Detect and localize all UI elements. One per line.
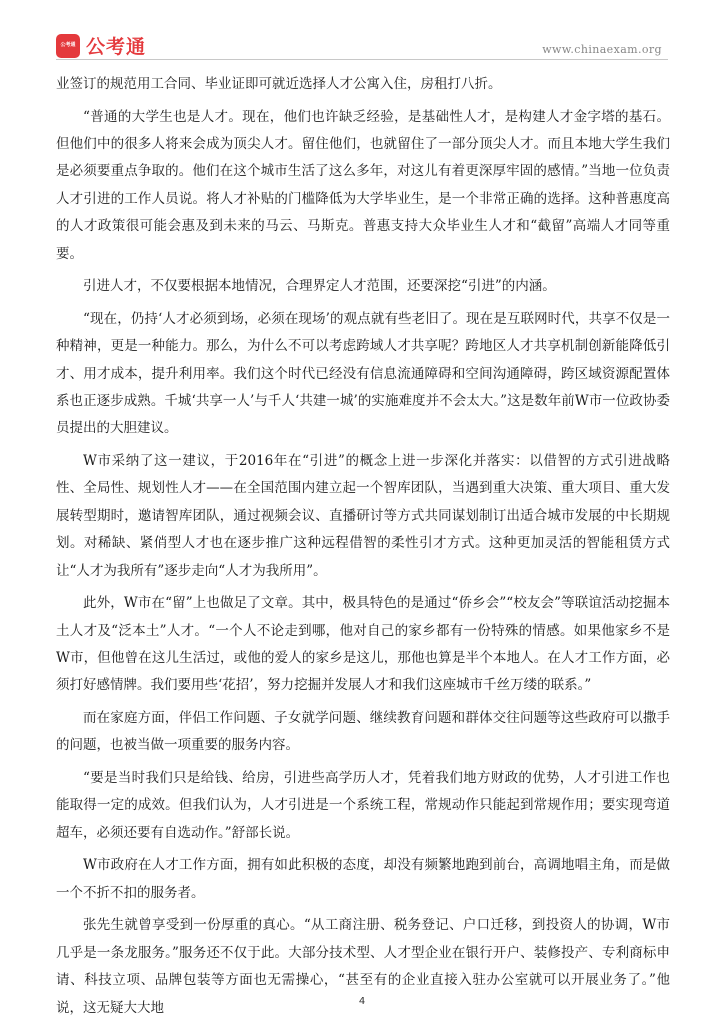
logo-text: 公考通 [86,36,147,58]
paragraph: “普通的大学生也是人才。现在，他们也许缺乏经验，是基础性人才，是构建人才金字塔的基石。但他们中的很多人将来会成为顶尖人才。留住他们，也就留住了一部分顶尖人才。而且本地大学生我们是必须要重点争取的。他们在这个城市生活了这么多年，对这儿有着更深厚牢固的感情。”当地一位负责人才引进的工作人员说。将人才补贴的门槛降低为大学毕业生，是一个非常正确的选择。这种普惠度高的人才政策很可能会惠及到未来的马云、马斯克。普惠支持大众毕业生人才和“截留”高端人才同等重要。 [56,108,670,262]
paragraph-continuation: 业签订的规范用工合同、毕业证即可就近选择人才公寓入住，房租打八折。 [56,76,502,92]
paragraph: 张先生就曾享受到一份厚重的真心。“从工商注册、税务登记、户口迁移，到投资人的协调，W市几乎是一条龙服务。”服务还不仅于此。大部分技术型、人才型企业在银行开户、装修投产、专利商标申请、科技立项、品牌包装等方面也无需操心，“甚至有的企业直接入驻办公室就可以开展业务了。”他说，这无疑大大地 [56,917,670,1016]
paragraph: “要是当时我们只是给钱、给房，引进些高学历人才，凭着我们地方财政的优势，人才引进工作也能取得一定的成效。但我们认为，人才引进是一个系统工程，常规动作只能起到常规作用；要实现弯道超车，必须还要有自选动作。”舒部长说。 [56,770,670,841]
paragraph: 引进人才，不仅要根据本地情况，合理界定人才范围，还要深挖“引进”的内涵。 [83,278,556,295]
paragraph: 而在家庭方面，伴侣工作问题、子女就学问题、继续教育问题和群体交往问题等这些政府可以撒手的问题，也被当做一项重要的服务内容。 [56,710,670,754]
paragraph: W市政府在人才工作方面，拥有如此积极的态度，却没有频繁地跑到前台，高调地唱主角，而是做一个不折不扣的服务者。 [56,857,670,901]
logo-badge-icon: 公考通 [56,34,80,58]
paragraph: “现在，仍持‘人才必须到场，必须在现场’的观点就有些老旧了。现在是互联网时代，共享不仅是一种精神，更是一种能力。那么，为什么不可以考虑跨域人才共享呢？跨地区人才共享机制创新能降低引才、用才成本，提升利用率。我们这个时代已经没有信息流通障碍和空间沟通障碍，跨区域资源配置体系也正逐步成熟。千城‘共享一人’与千人‘共建一城’的实施难度并不会太大。”这是数年前W市一位政协委员提出的大胆建议。 [56,310,670,437]
page-header [56,30,668,64]
page-number: 4 [358,996,366,1007]
site-url: www.chinaexam.org [542,43,662,56]
header-divider [56,59,668,60]
logo[interactable] [56,32,146,59]
document-body [56,71,670,1027]
paragraph: W市采纳了这一建议，于2016年在“引进”的概念上进一步深化并落实：以借智的方式引进战略性、全局性、规划性人才——在全国范围内建立起一个智库团队，当遇到重大决策、重大项目、重大发展转型期时，邀请智库团队，通过视频会议、直播研讨等方式共同谋划制订出适合城市发展的中长期规划。对稀缺、紧俏型人才也在逐步推广这种远程借智的柔性引才方式。这种更加灵活的智能租赁方式让“人才为我所有”逐步走向“人才为我所用”。 [56,453,670,579]
paragraph: 此外，W市在“留”上也做足了文章。其中，极具特色的是通过“侨乡会”“校友会”等联谊活动挖掘本土人才及“泛本土”人才。“一个人不论走到哪，他对自己的家乡都有一份特殊的情感。如果他家乡不是W市，但他曾在这儿生活过，或他的爱人的家乡是这儿，那他也算是半个本地人。在人才工作方面，必须打好感情牌。我们要用些‘花招’，努力挖掘并发展人才和我们这座城市千丝万缕的联系。” [56,595,670,694]
